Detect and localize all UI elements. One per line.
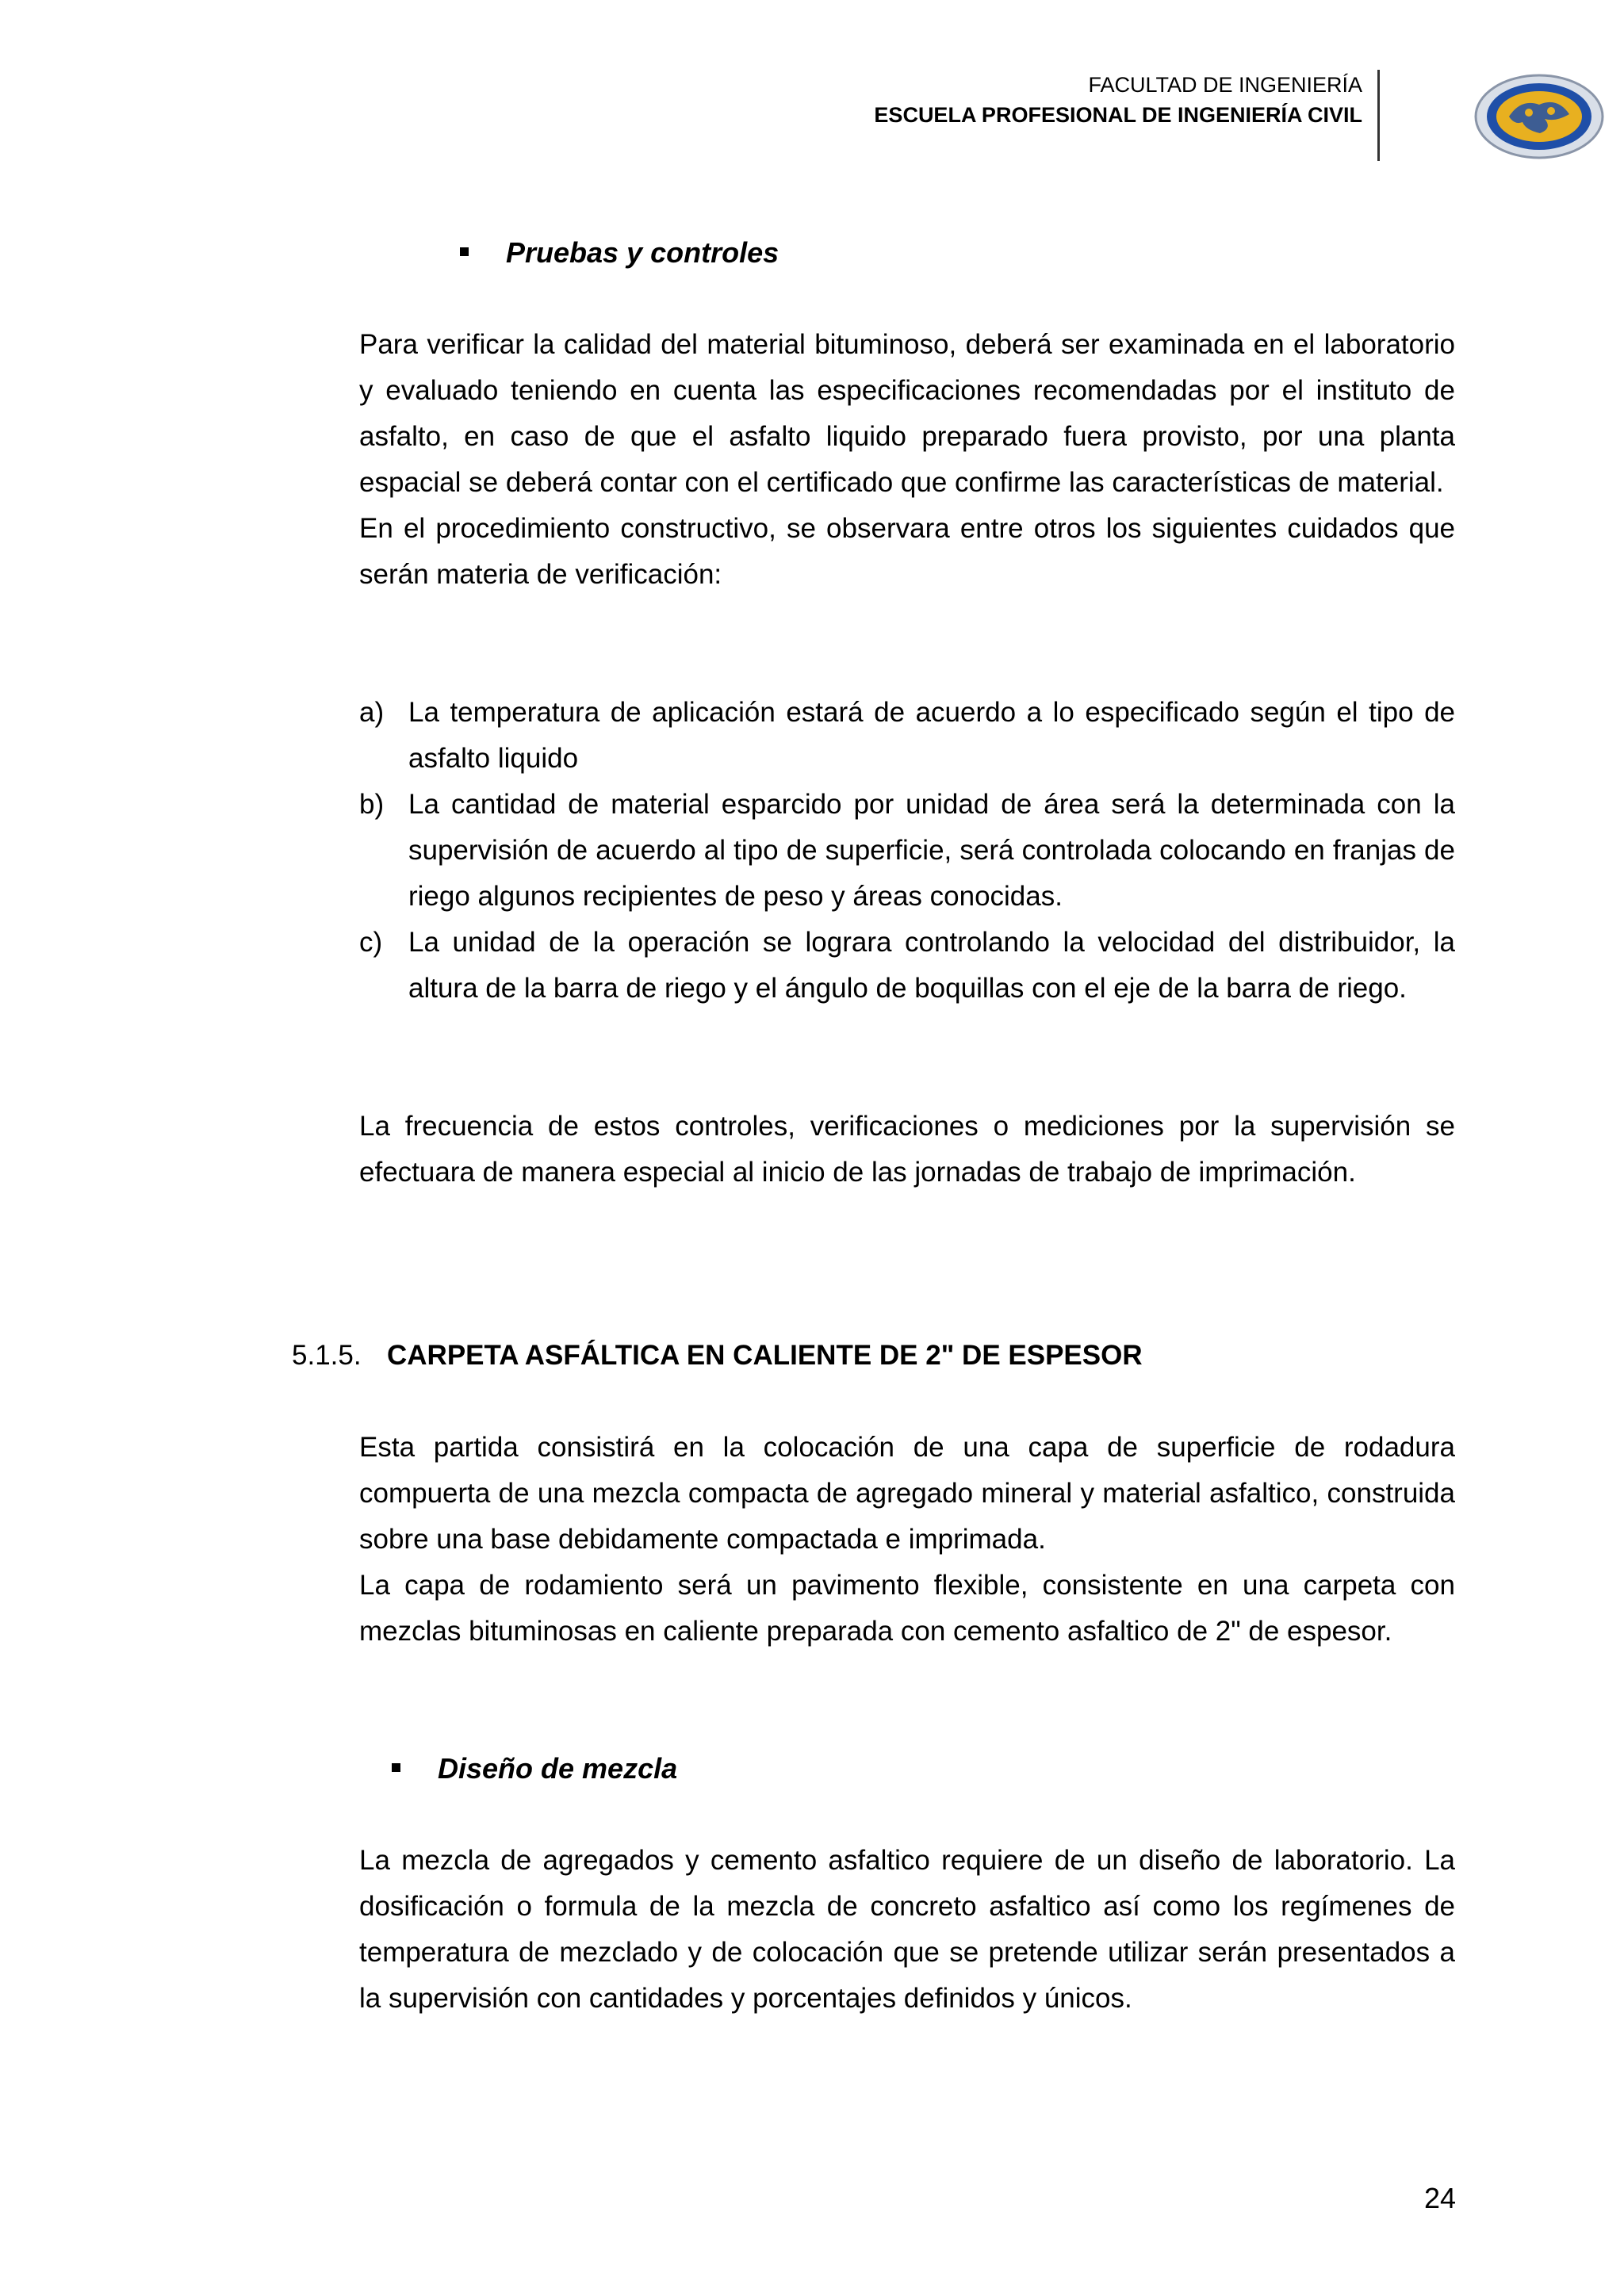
subsection-title-pruebas: Pruebas y controles xyxy=(506,236,779,269)
subsection-title-diseno: Diseño de mezcla xyxy=(438,1752,678,1785)
verification-list xyxy=(359,690,1455,1012)
carpeta-paragraph-1: Esta partida consistirá en la colocación de una capa de superficie de rodadura compuerta de una mezcla compacta de agregado mineral y material asfaltico, construida sobre una base debidamente compactada e imprimada. xyxy=(359,1432,1455,1555)
carpeta-paragraph-2: La capa de rodamiento será un pavimento flexible, consistente en una carpeta con mezclas bituminosas en caliente preparada con cemento asfaltico de 2" de espesor. xyxy=(359,1570,1455,1647)
list-item xyxy=(359,782,1455,920)
list-item-text: La cantidad de material esparcido por unidad de área será la determinada con la supervisión de acuerdo al tipo de superficie, será controlada colocando en franjas de riego algunos recipientes de peso y áreas conocidas. xyxy=(408,789,1455,912)
list-item xyxy=(359,690,1455,782)
section-number: 5.1.5. xyxy=(292,1340,362,1371)
list-marker: a) xyxy=(359,697,385,728)
header-faculty: FACULTAD DE INGENIERÍA xyxy=(1088,73,1362,97)
university-seal-icon xyxy=(1473,73,1605,160)
pruebas-frequency-block xyxy=(359,1104,1455,1196)
list-item-text: La temperatura de aplicación estará de acuerdo a lo especificado según el tipo de asfalto liquido xyxy=(408,697,1455,774)
pruebas-paragraph-2: En el procedimiento constructivo, se observara entre otros los siguientes cuidados que serán materia de verificación: xyxy=(359,513,1455,590)
page-number: 24 xyxy=(1424,2182,1457,2214)
header-school: ESCUELA PROFESIONAL DE INGENIERÍA CIVIL xyxy=(874,103,1362,127)
carpeta-paragraph-block xyxy=(359,1425,1455,1655)
diseno-paragraph: La mezcla de agregados y cemento asfaltico requiere de un diseño de laboratorio. La dosificación o formula de la mezcla de concreto asfaltico así como los regímenes de temperatura de mezclado y de colocación que se pretende utilizar serán presentados a la supervisión con cantidades y porcentajes definidos y únicos. xyxy=(359,1845,1455,2014)
list-item xyxy=(359,920,1455,1012)
pruebas-paragraph-3: La frecuencia de estos controles, verificaciones o mediciones por la supervisión se efectuara de manera especial al inicio de las jornadas de trabajo de imprimación. xyxy=(359,1111,1455,1188)
diseno-paragraph-block xyxy=(359,1838,1455,2022)
square-bullet-icon xyxy=(392,1763,400,1772)
page-header xyxy=(874,70,1362,130)
pruebas-paragraph-1: Para verificar la calidad del material bituminoso, deberá ser examinada en el laboratorio y evaluado teniendo en cuenta las especificaciones recomendadas por el instituto de asfalto, en caso de que el asfalto liquido preparado fuera provisto, por una planta espacial se deberá contar con el certificado que confirme las características de material. xyxy=(359,329,1455,498)
section-title: CARPETA ASFÁLTICA EN CALIENTE DE 2" DE ESPESOR xyxy=(387,1340,1143,1371)
list-marker: c) xyxy=(359,927,383,958)
square-bullet-icon xyxy=(460,247,469,256)
list-item-text: La unidad de la operación se lograra controlando la velocidad del distribuidor, la altura de la barra de riego y el ángulo de boquillas con el eje de la barra de riego. xyxy=(408,927,1455,1004)
header-divider xyxy=(1377,70,1380,161)
pruebas-paragraph-block xyxy=(359,322,1455,598)
list-marker: b) xyxy=(359,789,385,820)
section-heading xyxy=(292,1333,1143,1379)
